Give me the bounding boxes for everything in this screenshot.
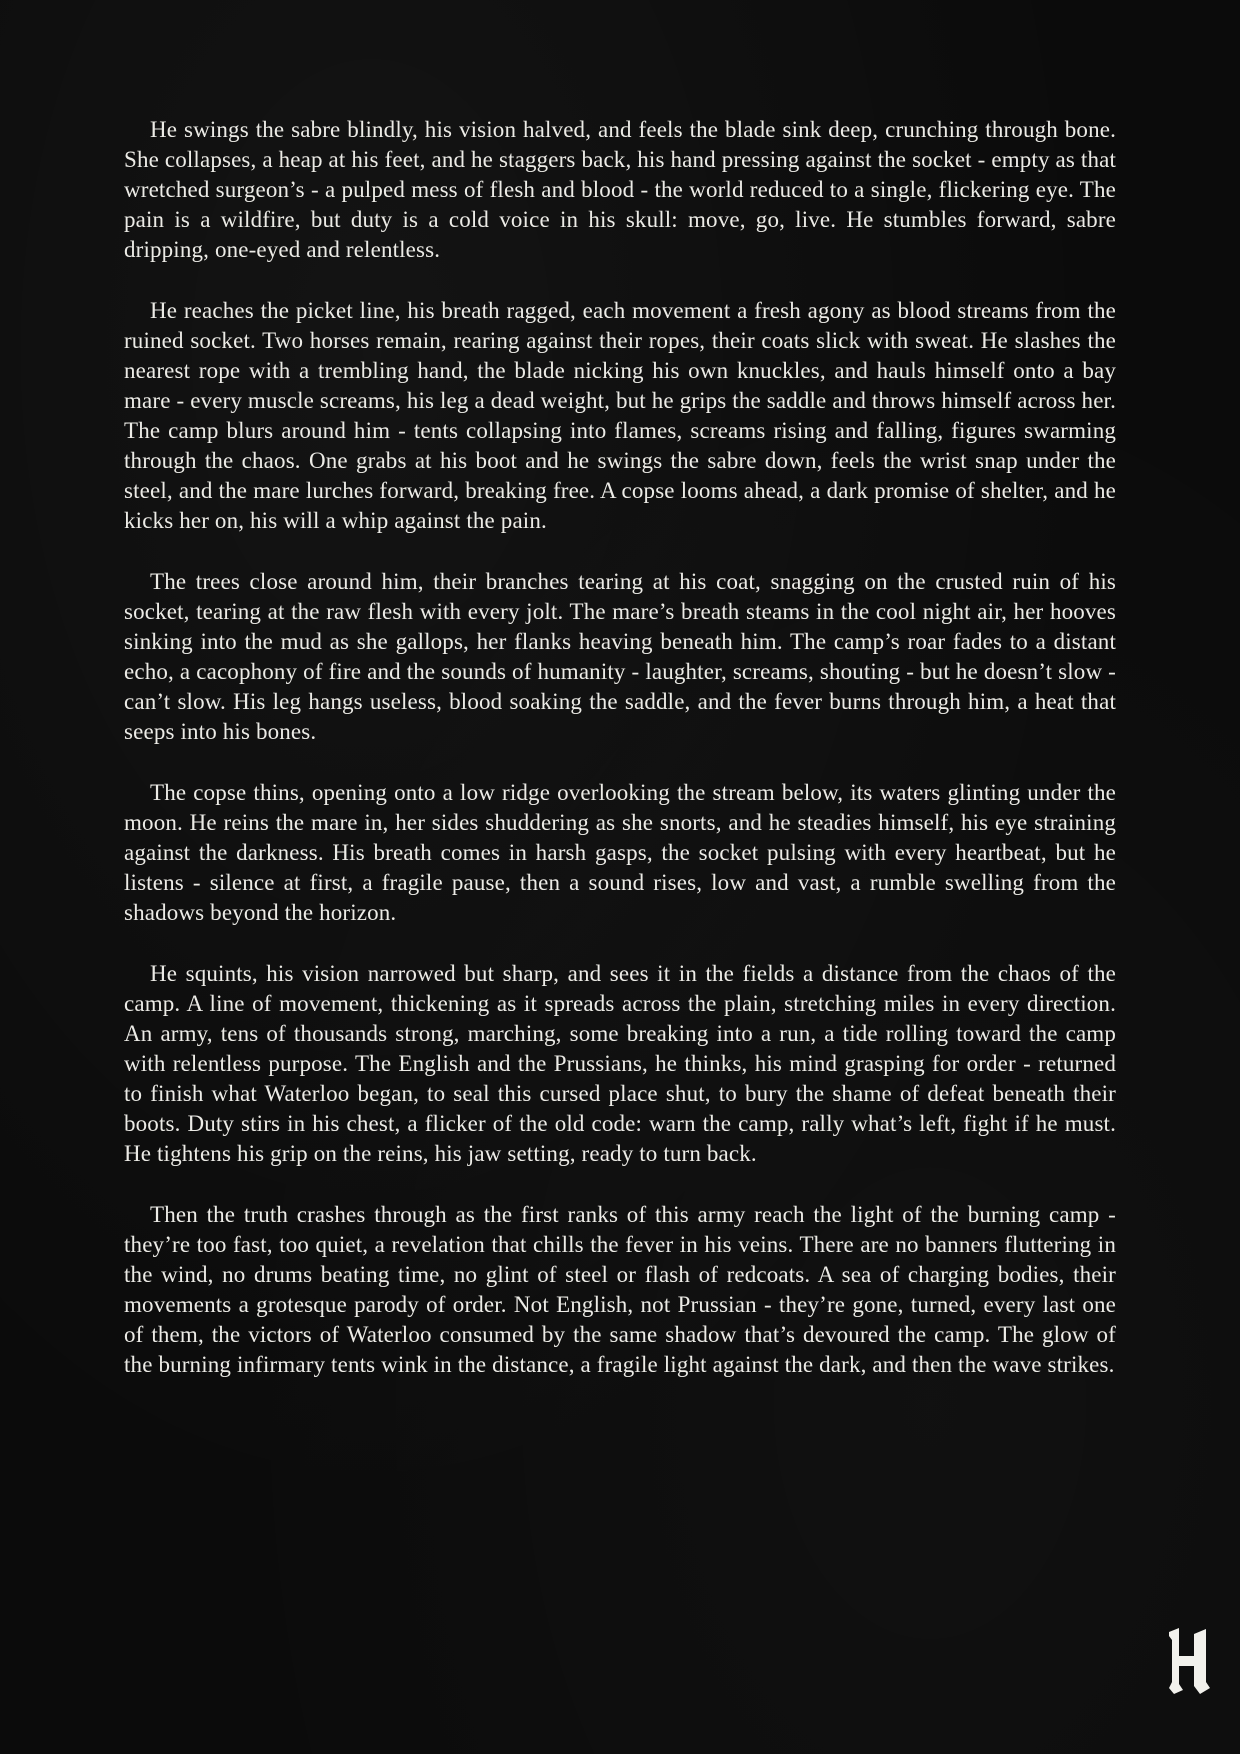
paragraph-4: The copse thins, opening onto a low ridge overlooking the stream below, its waters glinting under the moon. He reins the mare in, her sides shuddering as she snorts, and he steadies himself, his eye straining against the darkness. His breath comes in harsh gasps, the socket pulsing with every heartbeat, but he listens - silence at first, a fragile pause, then a sound rises, low and vast, a rumble swelling from the shadows beyond the horizon. (124, 780, 1116, 925)
paragraph-3: The trees close around him, their branches tearing at his coat, snagging on the crusted ruin of his socket, tearing at the raw flesh with every jolt. The mare’s breath steams in the cool night air, her hooves sinking into the mud as she gallops, her flanks heaving beneath him. The camp’s roar fades to a distant echo, a cacophony of fire and the sounds of humanity - laughter, screams, shouting - but he doesn’t slow - can’t slow. His leg hangs useless, blood soaking the saddle, and the fever burns through him, a heat that seeps into his bones. (124, 569, 1116, 744)
paragraph-6: Then the truth crashes through as the first ranks of this army reach the light of the burning camp - they’re too fast, too quiet, a revelation that chills the fever in his veins. There are no banners fluttering in the wind, no drums beating time, no glint of steel or flash of redcoats. A sea of charging bodies, their movements a grotesque parody of order. Not English, not Prussian - they’re gone, turned, every last one of them, the victors of Waterloo consumed by the same shadow that’s devoured the camp. The glow of the burning infirmary tents wink in the distance, a fragile light against the dark, and then the wave strikes. (124, 1202, 1116, 1377)
paragraph-2: He reaches the picket line, his breath ragged, each movement a fresh agony as blood streams from the ruined socket. Two horses remain, rearing against their ropes, their coats slick with sweat. He slashes the nearest rope with a trembling hand, the blade nicking his own knuckles, and hauls himself onto a bay mare - every muscle screams, his leg a dead weight, but he grips the saddle and throws himself across her. The camp blurs around him - tents collapsing into flames, screams rising and falling, figures swarming through the chaos. One grabs at his boot and he swings the sabre down, feels the wrist snap under the steel, and the mare lurches forward, breaking free. A copse looms ahead, a dark promise of shelter, and he kicks her on, his will a whip against the pain. (124, 298, 1116, 533)
blackletter-h-logo-icon (1166, 1628, 1210, 1694)
paragraph-1: He swings the sabre blindly, his vision halved, and feels the blade sink deep, crunching through bone. She collapses, a heap at his feet, and he staggers back, his hand pressing against the socket - empty as that wretched surgeon’s - a pulped mess of flesh and blood - the world reduced to a single, flickering eye. The pain is a wildfire, but duty is a cold voice in his skull: move, go, live. He stumbles forward, sabre dripping, one-eyed and relentless. (124, 117, 1116, 262)
story-text-block (124, 115, 1116, 1411)
paragraph-5: He squints, his vision narrowed but sharp, and sees it in the fields a distance from the chaos of the camp. A line of movement, thickening as it spreads across the plain, stretching miles in every direction. An army, tens of thousands strong, marching, some breaking into a run, a tide rolling toward the camp with relentless purpose. The English and the Prussians, he thinks, his mind grasping for order - returned to finish what Waterloo began, to seal this cursed place shut, to bury the shame of defeat beneath their boots. Duty stirs in his chest, a flicker of the old code: warn the camp, rally what’s left, fight if he must. He tightens his grip on the reins, his jaw setting, ready to turn back. (124, 961, 1116, 1166)
